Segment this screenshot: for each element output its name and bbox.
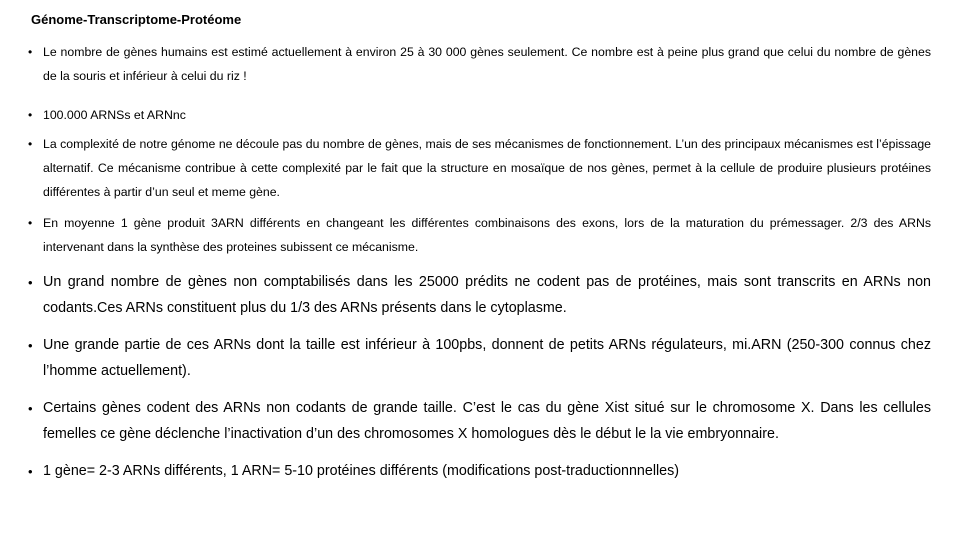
bullet-text: La complexité de notre génome ne découle pas du nombre de gènes, mais de ses mécanismes de fonctionnement. L’un des principaux mécanismes est l’épissage alternatif. Ce mécanisme contribue à cette complexité par le fait que la structure en mosaïque de nos gènes, permet à la cellule de produire plusieurs protéines différentes à partir d’un seul et meme gène. xyxy=(43,137,931,199)
slide-title: Génome-Transcriptome-Protéome xyxy=(31,12,242,27)
bullet-icon: • xyxy=(28,338,33,353)
bullet-item xyxy=(28,396,931,447)
bullet-icon: • xyxy=(28,216,33,230)
bullet-item xyxy=(28,211,931,259)
bullet-text: En moyenne 1 gène produit 3ARN différents en changeant les différentes combinaisons des exons, lors de la maturation du prémessager. 2/3 des ARNs intervenant dans la synthèse des proteines subissent ce mécanisme. xyxy=(43,216,931,254)
bullet-text: Certains gènes codent des ARNs non codants de grande taille. C’est le cas du gène Xist situé sur le chromosome X. Dans les cellules femelles ce gène déclenche l’inactivation d’un des chromosomes X homologues dès le début le la vie embryonnaire. xyxy=(43,400,931,442)
bullet-icon: • xyxy=(28,401,33,416)
bullet-text: 1 gène= 2-3 ARNs différents, 1 ARN= 5-10 protéines différents (modifications post-traductionnnelles) xyxy=(43,463,680,479)
bullet-text: 100.000 ARNSs et ARNnc xyxy=(43,108,186,122)
bullet-icon: • xyxy=(28,464,33,479)
bullet-icon: • xyxy=(28,108,33,122)
bullet-item xyxy=(28,270,931,321)
bullet-item xyxy=(28,40,931,88)
bullet-item xyxy=(28,333,931,384)
bullet-item xyxy=(28,132,931,204)
bullet-item xyxy=(28,103,931,127)
bullet-text: Un grand nombre de gènes non comptabilisés dans les 25000 prédits ne codent pas de protéines, mais sont transcrits en ARNs non codants.Ces ARNs constituent plus du 1/3 des ARNs présents dans le cytoplasme. xyxy=(43,274,931,316)
bullet-icon: • xyxy=(28,137,33,151)
bullet-icon: • xyxy=(28,275,33,290)
bullet-item xyxy=(28,459,931,485)
bullet-icon: • xyxy=(28,45,33,59)
bullet-text: Le nombre de gènes humains est estimé actuellement à environ 25 à 30 000 gènes seulement. Ce nombre est à peine plus grand que celui du nombre de gènes de la souris et inférieur à celui du riz ! xyxy=(43,45,931,83)
bullet-text: Une grande partie de ces ARNs dont la taille est inférieur à 100pbs, donnent de petits ARNs régulateurs, mi.ARN (250-300 connus chez l’homme actuellement). xyxy=(43,337,931,379)
